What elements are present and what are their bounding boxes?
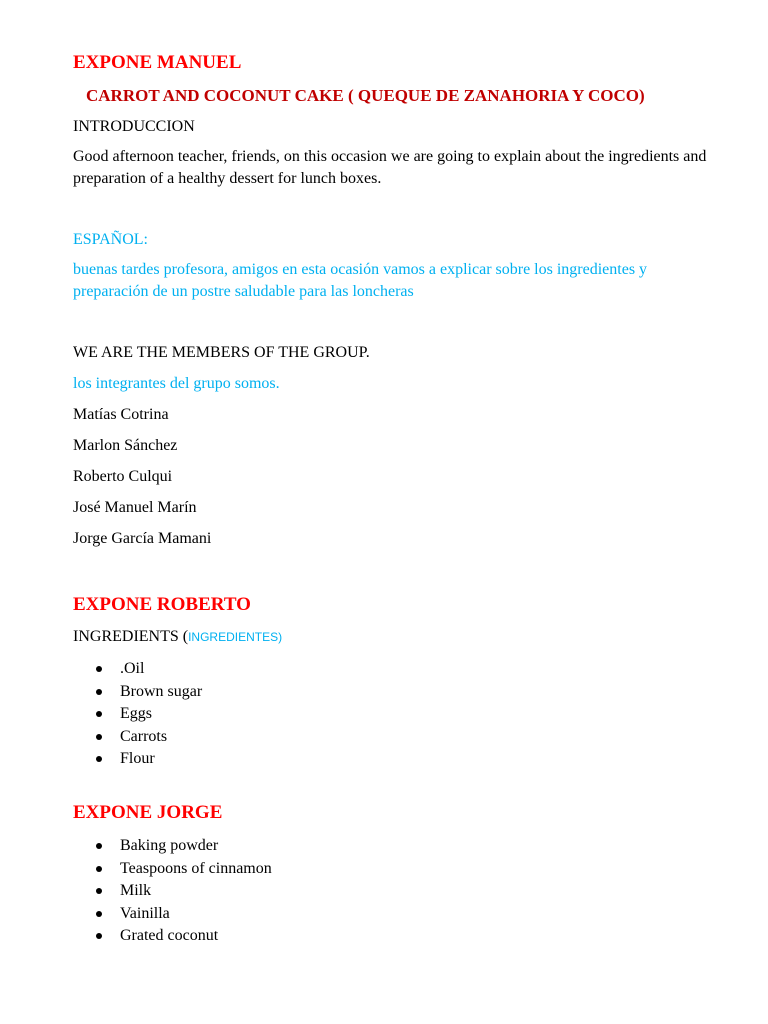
intro-paragraph: Good afternoon teacher, friends, on this occasion we are going to explain about the ingredients and preparation of a healthy dessert for lunch boxes.	[73, 148, 707, 187]
member-name: José Manuel Marín	[73, 499, 197, 516]
ingredients-label: INGREDIENTS (	[73, 628, 189, 645]
bullet-icon	[96, 689, 102, 695]
bullet-icon	[96, 933, 102, 939]
bullet-icon	[96, 911, 102, 917]
spanish-label: ESPAÑOL:	[73, 231, 148, 248]
bullet-icon	[96, 866, 102, 872]
document-title: CARROT AND COCONUT CAKE ( QUEQUE DE ZANAHORIA Y COCO)	[86, 86, 645, 105]
intro-label: INTRODUCCION	[73, 118, 195, 135]
spanish-paragraph: buenas tardes profesora, amigos en esta ocasión vamos a explicar sobre los ingredientes y preparación de un postre saludable para las loncheras	[73, 261, 648, 300]
bullet-icon	[96, 756, 102, 762]
bullet-icon	[96, 666, 102, 672]
section-heading-manuel: EXPONE MANUEL	[73, 52, 242, 73]
section-heading-roberto: EXPONE ROBERTO	[73, 594, 251, 615]
bullet-icon	[96, 888, 102, 894]
document-page: EXPONE MANUEL CARROT AND COCONUT CAKE ( QUEQUE DE ZANAHORIA Y COCO) INTRODUCCION Good afternoon teacher, friends, on this occasion we are going to explain about the ingredients and preparation of a healthy dessert for lunch boxes. ESPAÑOL: buenas tardes profesora, amigos en esta ocasión vamos a explicar sobre los ingredientes y preparación de un postre saludable para las loncheras WE ARE THE MEMBERS OF THE GROUP. los integrantes del grupo somos. Matías Cotrina Marlon Sánchez Roberto Culqui José Manuel Marín Jorge García Mamani EXPONE ROBERTO INGREDIENTS (INGREDIENTES) .Oil Brown sugar Eggs Carrots Flour EXPONE JORGE Baking powder Teaspoons of cinnamon Milk Vainilla Grated coconut	[0, 0, 768, 1024]
member-name: Roberto Culqui	[73, 468, 173, 485]
ingredients-heading	[73, 626, 282, 648]
bullet-icon	[96, 843, 102, 849]
member-name: Matías Cotrina	[73, 406, 169, 423]
member-name: Jorge García Mamani	[73, 530, 212, 547]
ingredients-label-spanish: INGREDIENTES)	[188, 630, 283, 644]
members-label-spanish: los integrantes del grupo somos.	[73, 375, 280, 392]
bullet-icon	[96, 734, 102, 740]
bullet-icon	[96, 711, 102, 717]
member-name: Marlon Sánchez	[73, 437, 178, 454]
members-label: WE ARE THE MEMBERS OF THE GROUP.	[73, 344, 370, 361]
section-heading-jorge: EXPONE JORGE	[73, 802, 223, 823]
